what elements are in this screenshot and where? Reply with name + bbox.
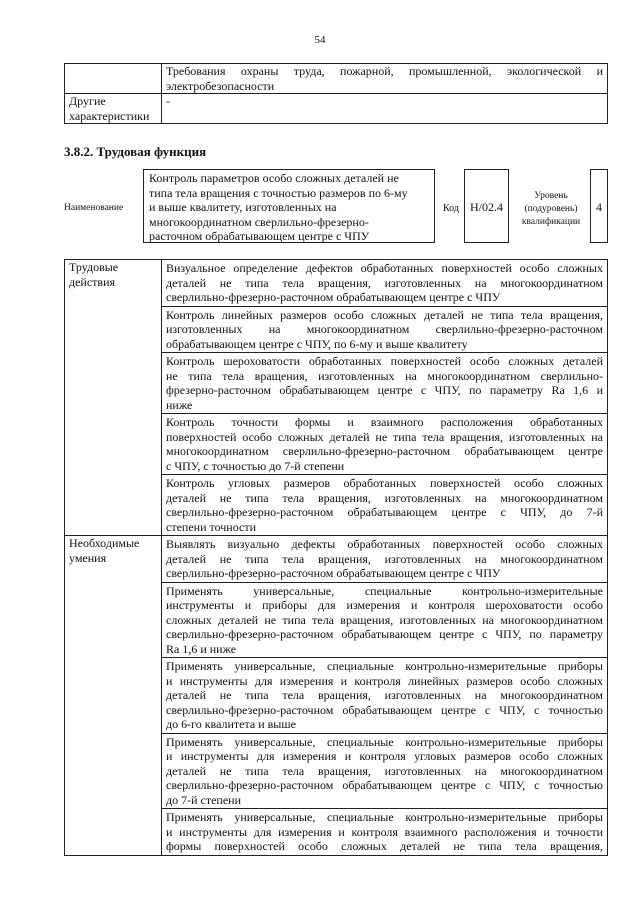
table-row [65,260,608,307]
top-table [64,63,608,124]
table-row [65,64,608,94]
table-cell-value: - [162,94,608,124]
code-label: Код [443,203,459,214]
section-heading: 3.8.2. Трудовая функция [64,144,207,159]
group-label-labor-actions: Трудовые действия [65,260,162,536]
level-label: Уровень (подуровень) квалификации [521,191,581,227]
table-cell: Контроль угловых размеров обработанных поверхностей особо сложных деталей не типа тела вращения, изготовленных на многокоординатном сверлильно-фрезерно-расточном обрабатывающем центре с ЧПУ, до 7-й степени точности [162,475,608,536]
table-cell: Применять универсальные, специальные контрольно-измерительные приборы и инструменты для измерения и контроля угловых размеров особо сложных деталей не типа тела вращения, изготовленных на многокоординатном сверлильно-фрезерно-расточном обрабатывающем центре с ЧПУ, с точностью до 7-й степени [162,733,608,809]
group-label-required-skills: Необходимые умения [65,536,162,856]
table-cell: Применять универсальные, специальные контрольно-измерительные приборы и инструменты для измерения и контроля линейных размеров особо сложных деталей не типа тела вращения, изготовленных на многокоординатном сверлильно-фрезерно-расточном обрабатывающем центре с ЧПУ, с точностью до 6-го квалитета и выше [162,658,608,734]
table-cell: Контроль шероховатости обработанных поверхностей особо сложных деталей не типа тела вращения, изготовленных на многокоординатном сверлильно- фрезерно-расточном обрабатывающем центре с ЧПУ, по параметру Ra 1,6 и ниже [162,353,608,414]
table-cell: Применять универсальные, специальные контрольно-измерительные инструменты и приборы для измерения и контроля шероховатости особо сложных деталей не типа тела вращения, изготовленных на многокоординатном сверлильно-фрезерно-расточном обрабатывающем центре с ЧПУ, по параметру Ra 1,6 и ниже [162,582,608,658]
table-cell-value: Требования охраны труда, пожарной, промышленной, экологической и электробезопасности [162,64,608,94]
table-row [65,536,608,583]
function-name-box: Контроль параметров особо сложных деталей не типа тела вращения с точностью размеров по 6-му и выше квалитету, изготовленных на многокоординатном сверлильно-фрезерно- расточном обрабатывающем центре с ЧПУ [143,169,435,243]
table-cell-label [65,64,162,94]
name-label: Наименование [64,203,124,213]
table-cell-label: Другие характеристики [65,94,162,124]
table-cell: Визуальное определение дефектов обработанных поверхностей особо сложных деталей не типа тела вращения, изготовленных на многокоординатном сверлильно-фрезерно-расточном обрабатывающем центре с ЧПУ [162,260,608,307]
table-cell: Применять универсальные, специальные контрольно-измерительные приборы и инструменты для измерения и контроля взаимного расположения и точности формы поверхностей особо сложных деталей не типа тела вращения, [162,809,608,856]
table-row [65,94,608,124]
table-cell: Контроль точности формы и взаимного расположения обработанных поверхностей особо сложных деталей не типа тела вращения, изготовленных на многокоординатном сверлильно-фрезерно-расточном обрабатывающем центре с ЧПУ, с точностью до 7-й степени [162,414,608,475]
table-cell: Контроль линейных размеров особо сложных деталей не типа тела вращения, изготовленных на многокоординатном сверлильно-фрезерно-расточном обрабатывающем центре с ЧПУ, по 6-му и выше квалитету [162,306,608,353]
main-table [64,259,608,856]
code-box: Н/02.4 [464,169,509,243]
level-box: 4 [590,169,608,243]
page-number: 54 [314,34,326,46]
table-cell: Выявлять визуально дефекты обработанных поверхностей особо сложных деталей не типа тела вращения, изготовленных на многокоординатном сверлильно-фрезерно-расточном обрабатывающем центре с ЧПУ [162,536,608,583]
